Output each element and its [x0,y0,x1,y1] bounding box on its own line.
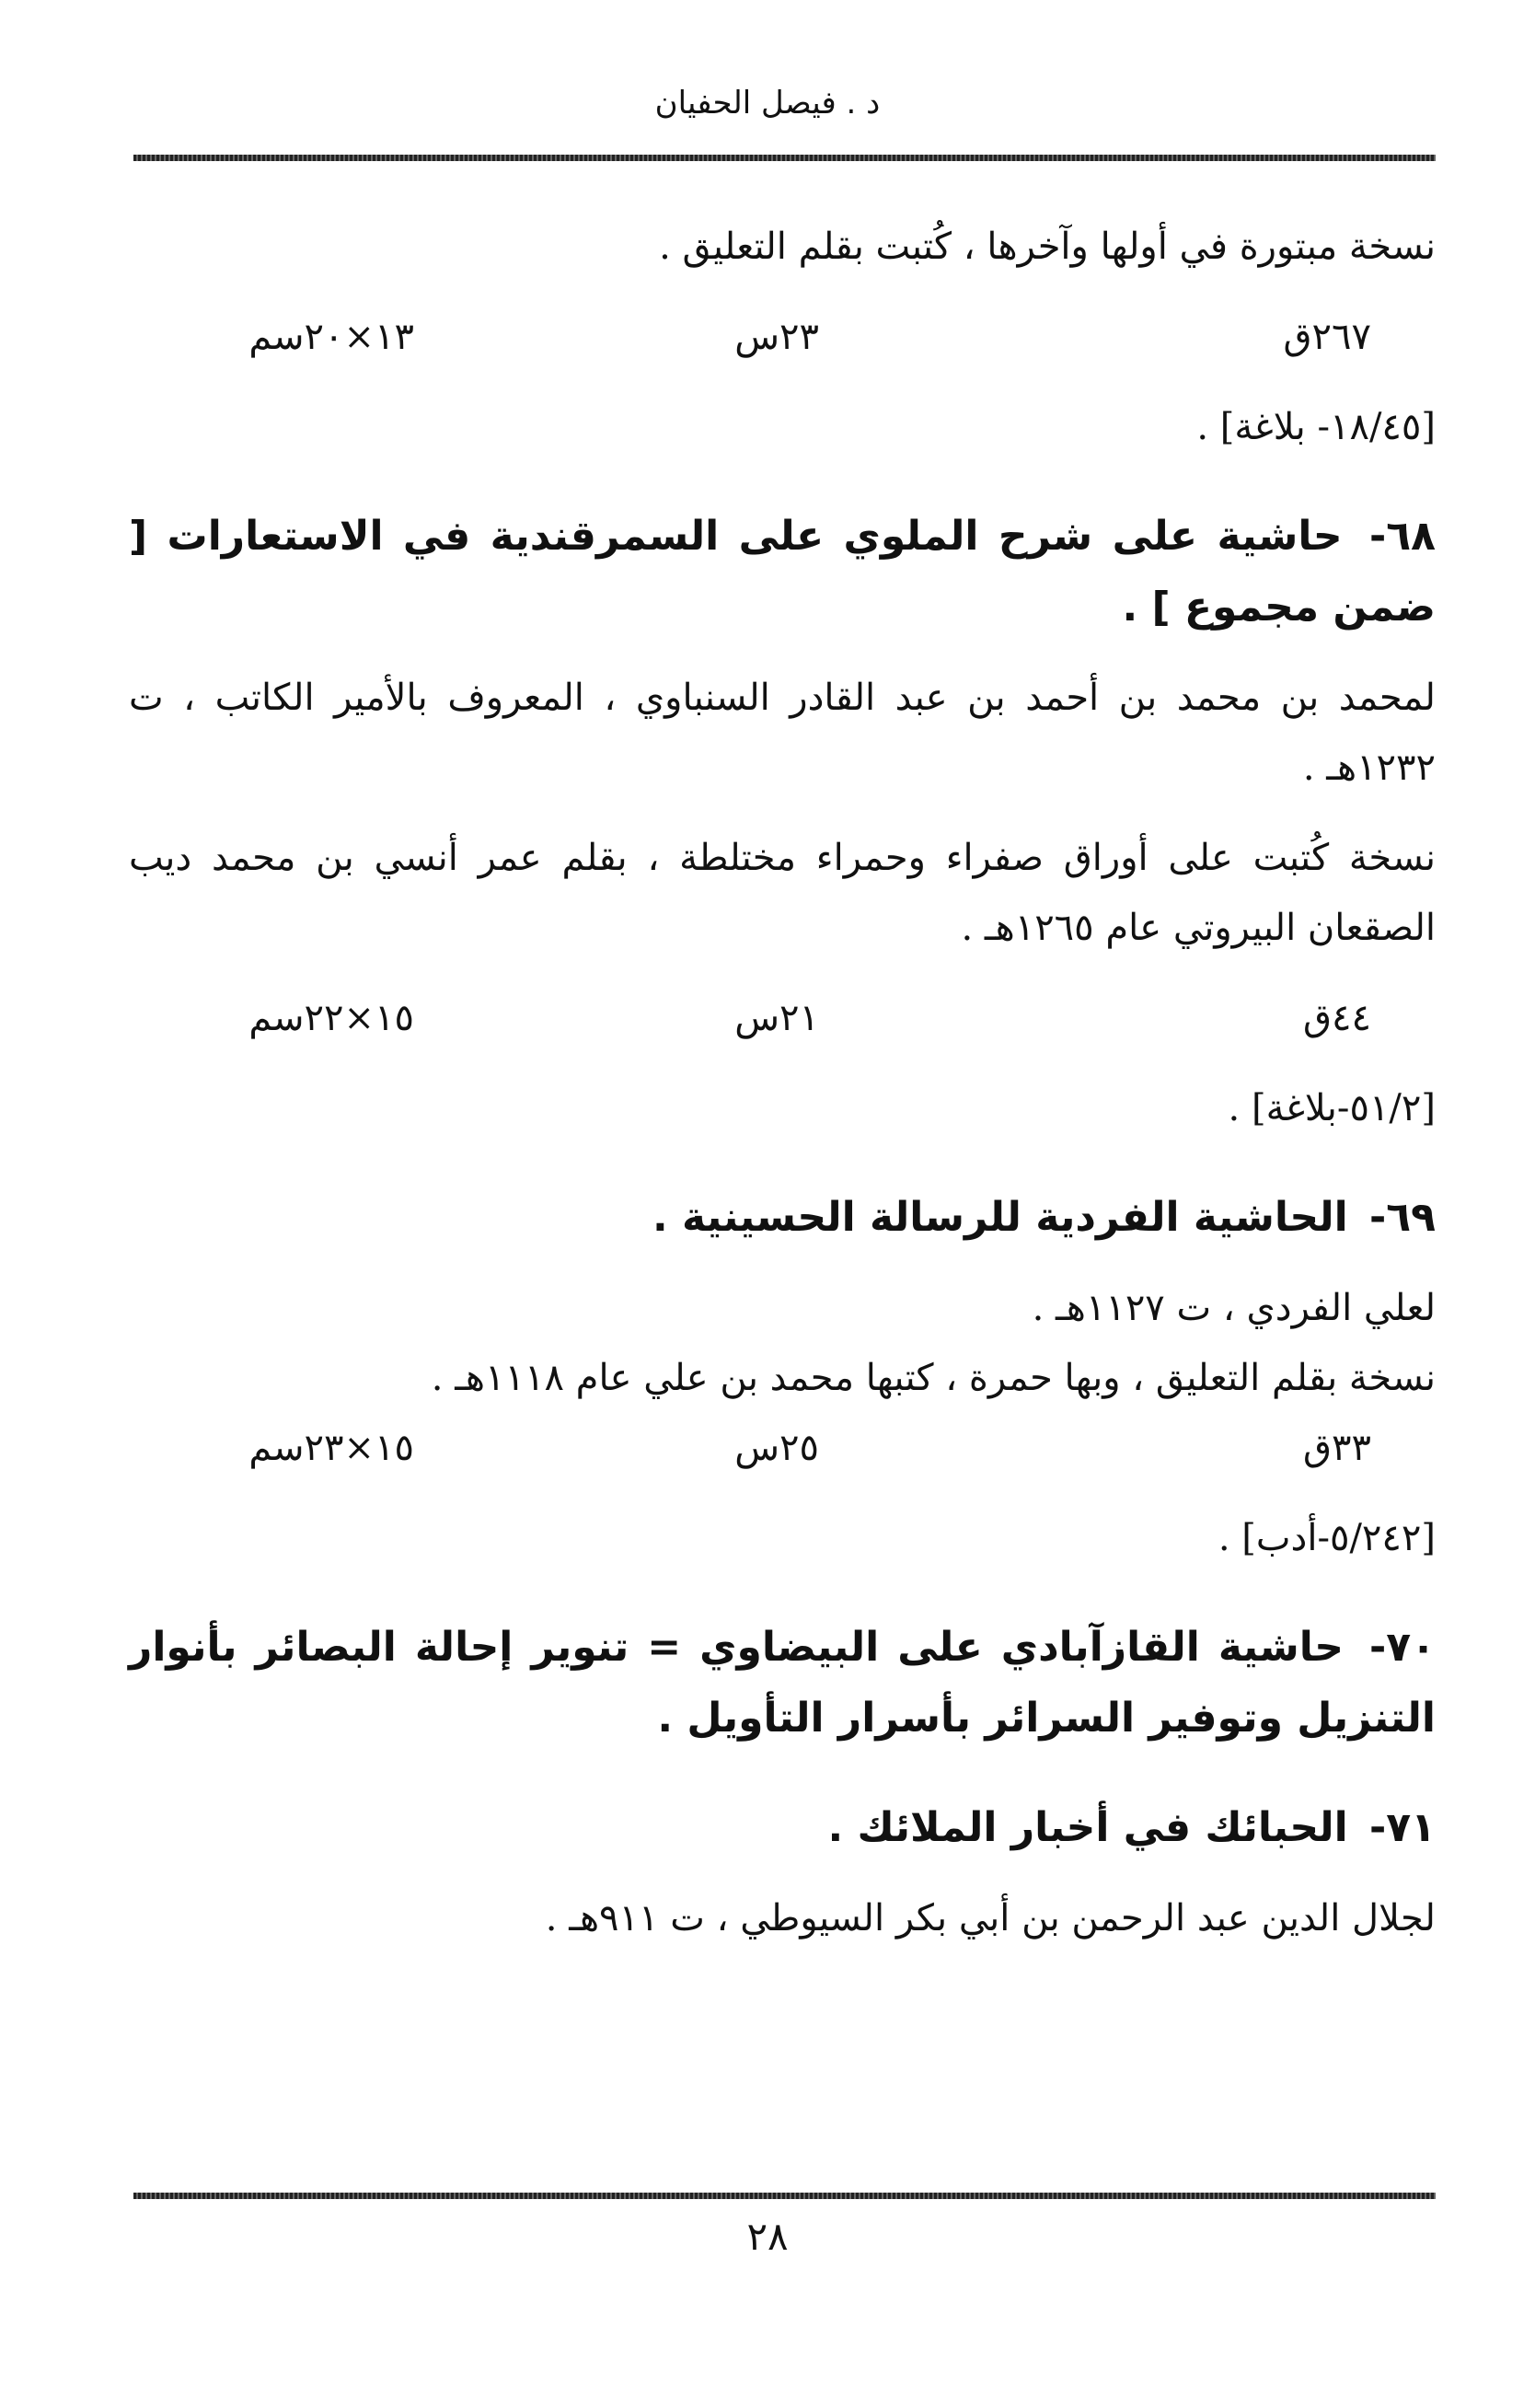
leaf-count: ٢٦٧ق [1283,316,1371,358]
entry-description: نسخة بقلم التعليق ، وبها حمرة ، كتبها محمد بن علي عام ١١١٨هـ . [431,1357,1436,1399]
header-rule [133,155,1436,161]
entry-heading [129,1612,1436,1754]
leaf-count: ٣٣ق [1302,1427,1371,1469]
page-size: ١٥×٢٣سم [248,1427,414,1469]
entry-physical-details [129,983,1436,1053]
catalog-entry-69 [129,1182,1436,1573]
entry-description: نسخة مبتورة في أولها وآخرها ، كُتبت بقلم التعليق . [659,226,1436,268]
entry-heading [129,1792,1436,1863]
entry-author: لجلال الدين عبد الرحمن بن أبي بكر السيوطي ، ت ٩١١هـ . [545,1897,1436,1939]
entry-number: ٦٨- [1369,513,1436,560]
entry-number: ٧٠- [1369,1624,1436,1671]
leaf-count: ٤٤ق [1302,997,1371,1039]
entry-continuation [129,212,1436,462]
entry-description: نسخة كُتبت على أوراق صفراء وحمراء مختلطة ، بقلم عمر أنسي بن محمد ديب الصقعان البيروتي عام ١٢٦٥هـ . [129,837,1436,949]
page-size: ١٥×٢٢سم [248,997,414,1039]
entry-number: ٦٩- [1369,1194,1436,1241]
page-number: ٢٨ [746,2214,789,2259]
entry-title: حاشية القازآبادي على البيضاوي = تنوير إحالة البصائر بأنوار التنزيل وتوفير السرائر بأسرار التأويل . [129,1624,1436,1742]
entry-heading [129,501,1436,643]
entry-heading [129,1182,1436,1253]
entry-title: الحاشية الفردية للرسالة الحسينية . [652,1194,1348,1241]
catalog-entry-70 [129,1612,1436,1754]
shelf-mark: [٥/٢٤٢-أدب] . [1218,1517,1436,1559]
entry-author: لمحمد بن محمد بن أحمد بن عبد القادر السنباوي ، المعروف بالأمير الكاتب ، ت ١٢٣٢هـ . [129,677,1436,789]
page-body [129,212,1436,1953]
line-count: ٢٣س [734,316,819,358]
entry-title: الحبائك في أخبار الملائك . [827,1804,1348,1851]
line-count: ٢١س [734,997,819,1039]
entry-physical-details [129,302,1436,372]
catalog-entry-71 [129,1792,1436,1953]
entry-number: ٧١- [1369,1804,1436,1851]
line-count: ٢٥س [734,1427,819,1469]
entry-title: حاشية على شرح الملوي على السمرقندية في الاستعارات [ ضمن مجموع ] . [129,513,1436,631]
entry-author: لعلي الفردي ، ت ١١٢٧هـ . [1032,1287,1436,1329]
footer-rule [133,2193,1436,2199]
shelf-mark: [٥١/٢-بلاغة] . [1228,1087,1436,1129]
running-header: د . فيصل الحفيان [654,85,881,122]
shelf-mark: [١٨/٤٥- بلاغة] . [1196,406,1436,448]
catalog-entry-68 [129,501,1436,1143]
page-size: ١٣×٢٠سم [248,316,414,358]
entry-physical-details [129,1413,1436,1483]
